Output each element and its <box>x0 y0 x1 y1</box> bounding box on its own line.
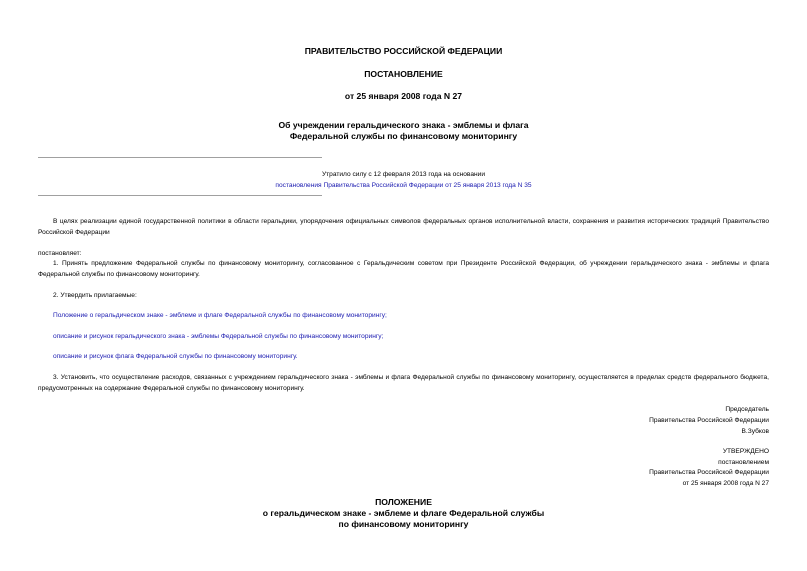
signature-name: В.Зубков <box>741 428 769 435</box>
approval-by: постановлением <box>718 459 769 466</box>
regulation-subtitle-line2: по финансовому мониторингу <box>338 519 469 529</box>
resolves-label: постановляет: <box>38 250 82 257</box>
attachment-link-emblem[interactable]: описание и рисунок геральдического знака - эмблемы Федеральной службы по финансовому мониторингу; <box>53 333 384 340</box>
approval-date: от 25 января 2008 года N 27 <box>682 480 769 487</box>
document-title-line1: Об учреждении геральдического знака - эмблемы и флага <box>278 120 529 130</box>
item-2-paragraph: 2. Утвердить прилагаемые: <box>53 292 137 299</box>
repeal-decree-link[interactable]: постановления Правительства Российской Федерации от 25 января 2013 года N 35 <box>275 182 532 189</box>
approval-heading: УТВЕРЖДЕНО <box>722 448 769 455</box>
item-3-paragraph: 3. Установить, что осуществление расходов, связанных с учреждением геральдического знака - эмблемы и флага Федеральной службы по финансовому мониторингу, осуществляется в пределах средств федерального бюджета, предусмотренных на содержание Федеральной службы по финансовому мониторингу. <box>38 374 769 392</box>
preamble-paragraph: В целях реализации единой государственной политики в области геральдики, упорядочения официальных символов федеральных органов исполнительной власти, сохранения и развития исторических традиций Правительство Российской Федерации <box>38 218 769 236</box>
divider-top <box>38 157 322 158</box>
signature-position: Председатель <box>725 406 769 413</box>
item-1-paragraph: 1. Принять предложение Федеральной службы по финансовому мониторингу, согласованное с Геральдическим советом при Президенте Российской Федерации, об учреждении геральдического знака - эмблемы и флага Федеральной службы по финансовому мониторингу. <box>38 260 769 278</box>
attachment-link-flag[interactable]: описание и рисунок флага Федеральной службы по финансовому мониторингу. <box>53 353 298 360</box>
attachment-link-regulation[interactable]: Положение о геральдическом знаке - эмблеме и флаге Федеральной службы по финансовому мониторингу; <box>53 312 387 319</box>
approval-body: Правительства Российской Федерации <box>649 469 769 476</box>
regulation-subtitle-line1: о геральдическом знаке - эмблеме и флаге Федеральной службы <box>262 508 545 518</box>
divider-bottom <box>38 195 322 196</box>
document-date-number: от 25 января 2008 года N 27 <box>344 91 463 101</box>
signature-body: Правительства Российской Федерации <box>649 417 769 424</box>
document-type: ПОСТАНОВЛЕНИЕ <box>364 69 443 79</box>
government-heading: ПРАВИТЕЛЬСТВО РОССИЙСКОЙ ФЕДЕРАЦИИ <box>304 46 503 56</box>
regulation-title: ПОЛОЖЕНИЕ <box>375 497 432 507</box>
status-note-text: Утратило силу с 12 февраля 2013 года на основании <box>321 171 486 178</box>
document-title-line2: Федеральной службы по финансовому мониторингу <box>289 131 518 141</box>
